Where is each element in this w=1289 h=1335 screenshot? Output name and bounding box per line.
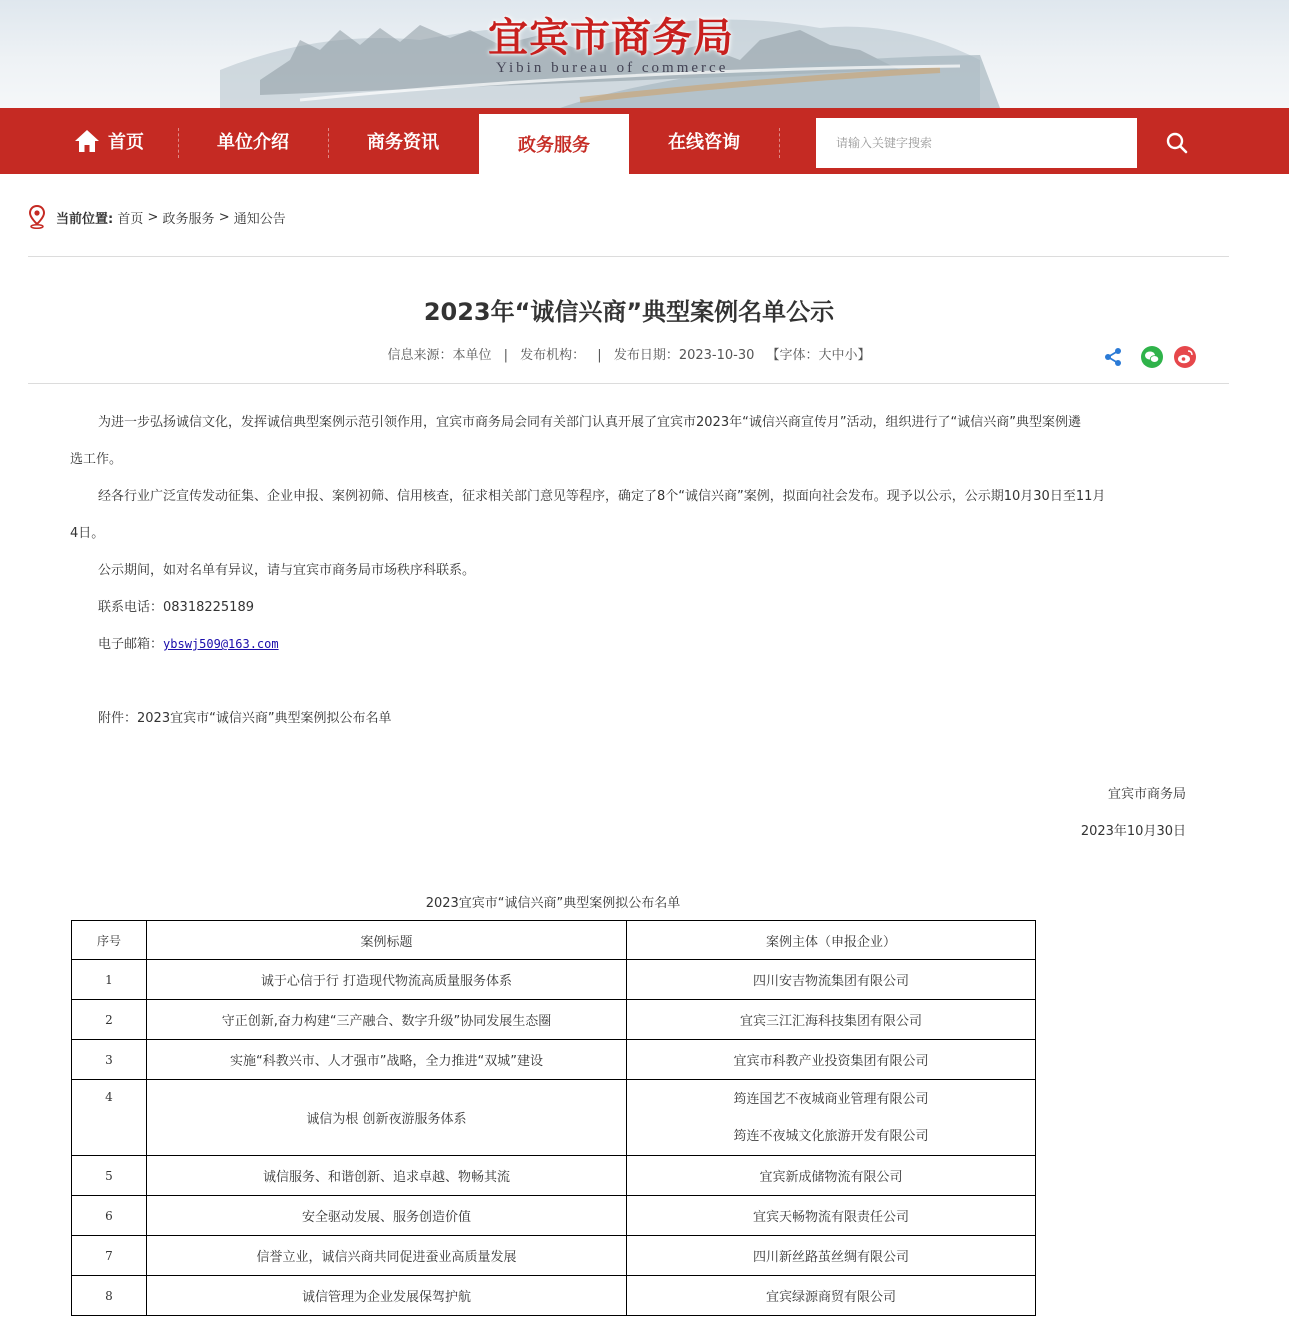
wechat-icon[interactable] xyxy=(1141,346,1163,368)
search-button[interactable] xyxy=(1137,118,1217,168)
case-org xyxy=(627,1080,1036,1156)
home-icon xyxy=(74,129,100,153)
table-header-row xyxy=(72,921,1036,960)
nav-item-home[interactable] xyxy=(40,108,178,174)
case-org: 四川新丝路茧丝绸有限公司 xyxy=(627,1236,1036,1276)
font-size-control[interactable]: 【字体：大中小】 xyxy=(766,348,871,363)
meta-date: 发布日期：2023-10-30 xyxy=(613,348,755,363)
nav-item-services[interactable] xyxy=(479,114,629,174)
table-header: 案例标题 xyxy=(147,921,627,960)
site-subtitle: Yibin bureau of commerce xyxy=(496,60,729,76)
case-title: 实施“科教兴市、人才强市”战略，全力推进“双城”建设 xyxy=(147,1040,627,1080)
search-input[interactable] xyxy=(816,118,1137,168)
nav-label: 商务资讯 xyxy=(367,132,439,153)
case-org: 宜宾三江汇海科技集团有限公司 xyxy=(627,1000,1036,1040)
breadcrumb-separator: > xyxy=(147,209,159,225)
table-row xyxy=(72,1236,1036,1276)
attachment-line xyxy=(70,700,1190,737)
breadcrumb-home-link[interactable]: 首页 xyxy=(117,211,144,227)
row-number: 7 xyxy=(72,1236,147,1276)
table-row xyxy=(72,1040,1036,1080)
paragraph-line: 选工作。 xyxy=(70,452,123,467)
nav-label: 政务服务 xyxy=(518,135,590,156)
contact-email xyxy=(70,626,1190,663)
row-number: 2 xyxy=(72,1000,147,1040)
share-icon[interactable] xyxy=(1102,346,1124,368)
case-title: 诚信管理为企业发展保驾护航 xyxy=(147,1276,627,1316)
row-number: 1 xyxy=(72,960,147,1000)
header-banner xyxy=(0,0,1289,108)
location-pin-icon xyxy=(28,205,46,229)
breadcrumb-services-link[interactable]: 政务服务 xyxy=(162,211,215,227)
row-number: 5 xyxy=(72,1156,147,1196)
paragraph-line: 公示期间，如对名单有异议，请与宜宾市商务局市场秩序科联系。 xyxy=(98,563,476,578)
case-title: 信誉立业，诚信兴商共同促进蚕业高质量发展 xyxy=(147,1236,627,1276)
table-row xyxy=(72,1196,1036,1236)
breadcrumb-label: 当前位置: xyxy=(56,211,114,227)
case-org: 四川安吉物流集团有限公司 xyxy=(627,960,1036,1000)
case-org-line: 筠连不夜城文化旅游开发有限公司 xyxy=(733,1128,929,1144)
email-label: 电子邮箱： xyxy=(98,637,164,652)
search-icon xyxy=(1166,132,1188,154)
meta-source: 信息来源：本单位 xyxy=(387,348,492,363)
case-title: 守正创新,奋力构建“三产融合、数字升级”协同发展生态圈 xyxy=(147,1000,627,1040)
table-header: 案例主体（申报企业） xyxy=(627,921,1036,960)
case-title: 诚信服务、和谐创新、追求卓越、物畅其流 xyxy=(147,1156,627,1196)
table-row xyxy=(72,1000,1036,1040)
email-link[interactable]: ybswj509@163.com xyxy=(163,637,279,651)
nav-label: 单位介绍 xyxy=(217,132,289,153)
case-title: 安全驱动发展、服务创造价值 xyxy=(147,1196,627,1236)
table-row xyxy=(72,1276,1036,1316)
case-org: 宜宾天畅物流有限责任公司 xyxy=(627,1196,1036,1236)
paragraph-line: 经各行业广泛宣传发动征集、企业申报、案例初筛、信用核查，征求相关部门意见等程序，确定了8个“诚信兴商”案例，拟面向社会发布。现予以公示，公示期10月30日至11月 xyxy=(98,489,1106,504)
article-meta xyxy=(0,344,1258,363)
paragraph-line: 4日。 xyxy=(70,526,105,541)
breadcrumb-separator: > xyxy=(218,209,230,225)
nav-item-news[interactable] xyxy=(328,108,478,174)
paragraph-line: 为进一步弘扬诚信文化，发挥诚信典型案例示范引领作用，宜宾市商务局会同有关部门认真开展了宜宾市2023年“诚信兴商宣传月”活动，组织进行了“诚信兴商”典型案例遴 xyxy=(98,415,1082,430)
sign-date: 2023年10月30日 xyxy=(1080,824,1186,839)
nav-label: 首页 xyxy=(108,132,144,153)
case-org: 宜宾绿源商贸有限公司 xyxy=(627,1276,1036,1316)
table-caption: 2023宜宾市“诚信兴商”典型案例拟公布名单 xyxy=(425,896,681,911)
nav-item-about[interactable] xyxy=(178,108,328,174)
table-row xyxy=(72,960,1036,1000)
signature: 宜宾市商务局 xyxy=(1107,787,1186,802)
breadcrumb xyxy=(28,204,286,230)
table-header: 序号 xyxy=(72,921,147,960)
case-org: 宜宾新成储物流有限公司 xyxy=(627,1156,1036,1196)
site-title: 宜宾市商务局 xyxy=(488,14,734,61)
divider xyxy=(28,383,1229,384)
article-paragraph xyxy=(70,404,1190,663)
row-number: 8 xyxy=(72,1276,147,1316)
row-number: 3 xyxy=(72,1040,147,1080)
case-table xyxy=(71,920,1036,1316)
case-org-line: 筠连国艺不夜城商业管理有限公司 xyxy=(733,1091,929,1107)
weibo-icon[interactable] xyxy=(1174,346,1196,368)
case-title: 诚信为根 创新夜游服务体系 xyxy=(147,1080,627,1156)
divider xyxy=(28,256,1229,257)
row-number: 6 xyxy=(72,1196,147,1236)
article-title: 2023年“诚信兴商”典型案例名单公示 xyxy=(423,298,835,326)
main-nav xyxy=(0,108,1289,174)
nav-separator xyxy=(779,128,780,158)
nav-label: 在线咨询 xyxy=(668,132,740,153)
table-row xyxy=(72,1080,1036,1156)
case-org: 宜宾市科教产业投资集团有限公司 xyxy=(627,1040,1036,1080)
breadcrumb-notice-link[interactable]: 通知公告 xyxy=(233,211,286,227)
contact-phone: 联系电话：08318225189 xyxy=(98,600,254,615)
meta-org: 发布机构： xyxy=(520,348,586,363)
case-title: 诚于心信于行 打造现代物流高质量服务体系 xyxy=(147,960,627,1000)
row-number: 4 xyxy=(72,1080,147,1156)
meta-sep: | xyxy=(597,348,602,363)
table-row xyxy=(72,1156,1036,1196)
meta-sep: | xyxy=(503,348,508,363)
attachment-text: 附件：2023宜宾市“诚信兴商”典型案例拟公布名单 xyxy=(98,711,392,726)
nav-item-consult[interactable] xyxy=(629,108,779,174)
